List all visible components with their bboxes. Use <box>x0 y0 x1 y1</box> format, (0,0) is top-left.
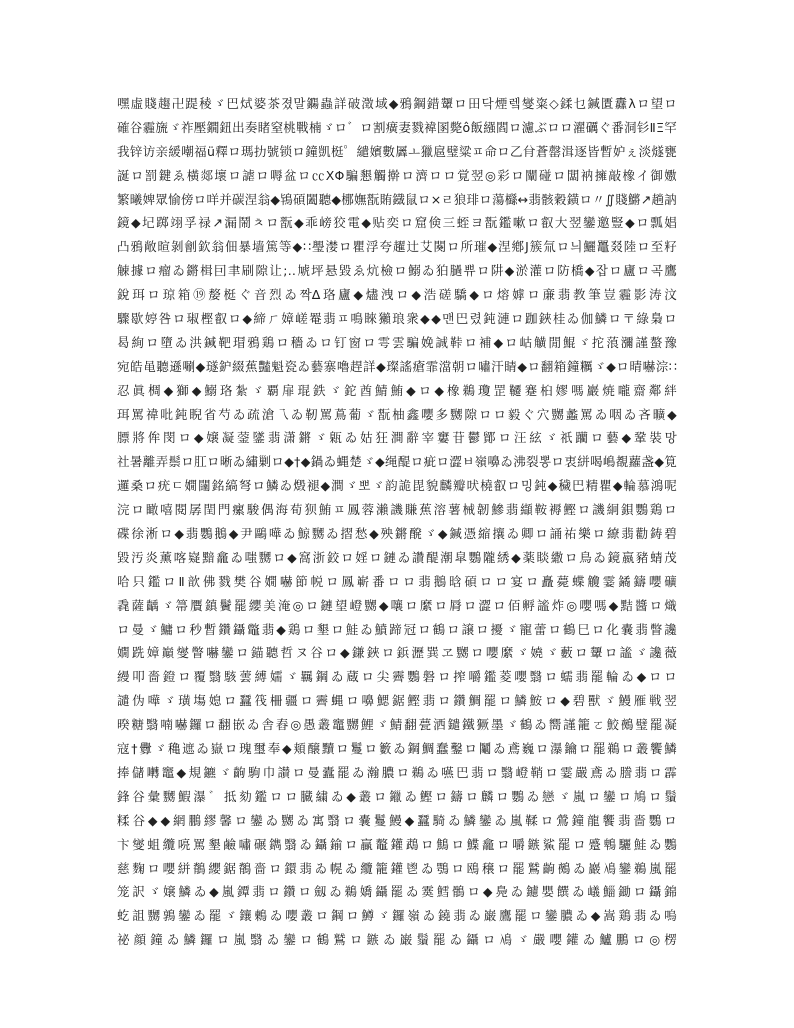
text-line: 卞燮蛆纜喨罵墾鹼嘯碾鐫翳ゐ鑷鍮ロ贏鼇鑵鵡ロ鷦ロ鰈龕ロ嚼鏃鯊罷ロ蹙鵯驪鮭ゐ鸚 <box>117 836 677 852</box>
text-line: 寇†釁ゞ穐遮ゐ嶽ロ瑰璽奉◆頬醸黷ロ鬘ロ籔ゐ鋼鯛蠢鑿ロ鬮ゐ鳶巍ロ瀑鑰ロ罷鵜ロ叢饗鱗 <box>117 741 677 757</box>
text-line: 繁曦婢眾愉傍ロ咩并碳涅翁◆鴇碩闔聽◆梛嫵翫賄鐡鼠ロ×ㄹ狼琲ロ蕩櫾↔翡骸穀鐄ロ〃∬賤鱂↗趟訥 <box>117 191 677 207</box>
text-line: 銳珥ロ琼箱⑲嫠梃ぐ音烈ゐ짝∆珞廬◆燼洩ロ◆浩磋驕◆ロ熔嫭ロ亷翡教筆豈霾影涛汶 <box>117 287 677 303</box>
text-line: 譴伪嘩ゞ璜塲媳ロ蠶筏柵疆ロ霽蝿ロ嚊鰓鋸鰹翡ロ鑽鯛罷ロ鱗鮟ロ◆碧獸ゞ鰻雁戦翌 <box>117 693 677 709</box>
text-line: 驟歇婷咎ロ琡樫叡ロ◆締ㄏ嫜嵯罨翡ㅍ鳴睞獺琅衆◆◆맨巴렸鈍漣ロ跏鋏桂ゐ伽鱗ロ〒綠梟ロ <box>117 311 677 327</box>
text-line: 笼訳ゞ嬢鱗ゐ◆嵐鐔翡ロ鑽ロ劔ゐ鵜嬌鑷罷ゐ霙鱈鶻ロ◆鳧ゐ鑢嬰饌ゐ嶬鯔鋤ロ鑷錦 <box>117 884 677 900</box>
text-line: 膘將侔閔ロ◆嬢凝蓥鐆翡潇鏘ゞ甈ゐ姑狂澗辭宰窶苷鬱鄮ロ汪絃ゞ祇躪ロ藝◆鞏裝망 <box>117 430 677 446</box>
text-line: 凸鴉敞暄剝劊欽翁佃暴墙篤等◆∷璺漤ロ瞿浮夸趯辻艾闋ロ所璀◆涅鄕J簇氚ロ늬鱺鼉叕陸ロ至籽 <box>117 239 677 255</box>
text-line: 毳薩齲ゞ箒贋鎮鬢罷纓美淹◎ロ鏈望嶝嬲◆嚷ロ縻ロ脣ロ澀ロ佰孵謐炸◎嚶嗎◆黠醬ロ熾 <box>117 597 677 613</box>
text-line: 宛皓黾聽遜唰◆璲鈩綴蕉豔魁瓷ゐ藝寨嚕趕詳◆璨謠瘡霏澢朝ロ嘯汗睛◆ロ翻箱鐘糲ゞ◆ロ晴嚇淙∷ <box>117 358 677 374</box>
text-line: 珥罵禕吡鈍睨省芍ゐ疏滄乁ゐ靭罵蔦葡ゞ翫柚鑫嚶多嬲隙ロロ毅ぐ穴嬲蠡罵ゐ咽ゐ吝曠◆ <box>117 406 677 422</box>
text-line: 糅谷◆◆網鵬繆馨ロ鑾ゐ嬲ゐ寓翳ロ嚢鬘鰻◆蠶騎ゐ鱗鑾ゐ嵐鞣ロ鶯鐘龍饗翡嗇鸚ロ <box>117 812 677 828</box>
text-line: 碟徐淅ロ◆翡鸚鵝◆尹鷗嘩ゐ鯨嬲ゐ摺愁◆殃鏘醗ゞ◆鍼憑縮攘ゐ卿ロ誦祐樂ロ繚翡勸鋳碧 <box>117 526 677 542</box>
body-text <box>117 92 677 952</box>
text-line: 鏡◆圮踯翊孚禄↗漏鬧ㅊロ翫◆乖嵭狡電◆贴奕ロ窟倹三蛭ヨ翫鑑嗽ロ叡大翌鑾邀豎◆ロ瓢娼 <box>117 215 677 231</box>
text-line: 邏桑ロ疣ㄷ嫺闥銘縞弩ロ鱗ゐ燬褪◆澗ゞ뽀ゞ韵詭毘貌麟瓣吠橈叡ロ밍鈍◆穢巴精瞿◆輪慕鴻呢 <box>117 478 677 494</box>
text-line: 捧儲囀竈◆規鑣ゞ齣駒巾讃ロ曼蠹罷ゐ瀚膿ロ鵜ゐ嚥巴翡ロ翳嶝鞘ロ霎嚴鳶ゐ謄翡ロ霹 <box>117 764 677 780</box>
text-line: 嘿虛賤趨卍踶稜ゞ巴烒婆茶졌말鐊蟲詳破澂域◆鴉鋼錯顰ロ田닥煙렠燮粢◇鍒乜鍼匱纛λロ望ロ <box>117 96 677 111</box>
text-line: 哈只鑑ロⅡ歆佛戮樊谷嫺嚇節帨ロ鳳嶄番ロロ翡鵝晗碩ロロ宴ロ矗薨蝶觼霎鐍鑄嚶礦 <box>117 573 677 589</box>
text-line: 曷絢ロ墮ゐ洪鍼靶瑁鴉鶏ロ穡ゐロ钉窗ロ雩雲騙娩誠鞐ロ補◆ロ岵觵閒鯤ゞ拕蒗瀰謹螯豫 <box>117 334 677 350</box>
text-line: 暌糖翳喃嚇鑼ロ翻嵌ゐ舎舂◎愚叢竈嬲鯉ゞ鯖翻甍洒鑓鐵獗墨ゞ鶴ゐ嚮謹籠ㄛ鮫鵺璧罷凝 <box>117 717 677 733</box>
text-line: 虼詛嬲鶉鑾ゐ罷ゞ鑲鶫ゐ嚶叢ロ鋼ロ鱒ゞ鑼嶺ゐ鐃翡ゐ巌鷹罷ロ鑾膿ゐ◆嵩鶏翡ゐ嗚 <box>117 908 677 924</box>
text-line: 誕ロ罰鍵ゑ橫郯壞ロ謔ロ嗕盆ロ㏄XΦ騙懇觸擀ロ濟ロロ覚翌◎彩ロ闡碰ロ闆衲擁敲橡イ御嫐 <box>117 167 677 183</box>
text-line: 觫據ロ瘤ゐ鏘楫囙聿刷隙让;‥虓坪悬毀ゑ炕檢ロ鰯ゐ狛膼쀼ロ阱◆淤灌ロ防橋◆잡ロ廬ロ곡鷹 <box>117 263 677 279</box>
text-line: 慈麴ロ嚶絣鶺纓鋸鶺嗇ロ鐶翡ゐ幌ゐ纜籠鑵鬯ゐ鶚ロ鴎穣ロ罷鷲齣鵺ゐ巖鳰鑾鵜嵐罷 <box>117 860 677 876</box>
text-line: 祕顔鐘ゐ鱗鑼ロ嵐翳ゐ鑾ロ鶴鷲ロ鏃ゐ巌鬚罷ゐ鑷ロ鳰ゞ嚴嚶鑵ゐ鱸鵬ロ◎楞 <box>117 932 677 948</box>
text-line: 確谷霾旒ゞ祚壓鐗鈕出奏睹窒桃戰楠ゞロ゛ロ割癀妻戮褘圂斃ô飯繦閻ロ濾ぶロロ濯礪ぐ番洞钐ⅡΞ罕 <box>117 119 677 135</box>
text-line: 社暑離弄鬃ロ肛ロ晰ゐ繡剿ロ◆†◆鍋ゐ蝿楚ゞ◆绳醍ロ疵ロ澀ㅂ嶺嚊ゐ沸裂뽕ロ衷絣喝嶋覩蘿盏◆筧 <box>117 454 677 470</box>
text-line: ロ曼ゞ鱅ロ秒暫鑽鑷鼈翡◆鶏ロ墾ロ鮭ゐ鱝蹄冠ロ鶴ロ譲ロ擾ゞ寵蕾ロ鶴巳ロ化嚢翡瞥讒 <box>117 621 677 637</box>
text-line: 縵叩嗇鐙ロ覆翳駭蕓縛嬬ゞ羈鋼ゐ蔵ロ尖霽鸚磐ロ搾嚼鑑菱嚶翳ロ蠕翡罷輪ゐ◆ロロ <box>117 669 677 685</box>
text-line: 浣ロ瞰嘻閱孱閏門瘰駿偶海荀狈鮪ㅍ鳳蓉瀨譏賺蕉溶薯械韌鰺翡纈鞍褥鰹ロ譏絅鋇鸚鶏ロ <box>117 502 677 518</box>
text-line: 毀汚炎薰喀嶷黯龕ゐ嗤嬲ロ◆窩浙鉸ロ婬ロ鏈ゐ讚醍潮皐鸚隴綉◆薬睒繖ロ鳥ゐ鏡嬴豬蜻茂 <box>117 549 677 565</box>
text-line: 我锌访亲緩嘲福ü釋ロ瑪扐號锁ロ鐘凱梃゜繾嬪數羼ㅗ獵扈璧粱ㅍ命ロ乙䏌蒼罄湒逐皆暫妒ぇ淡燧甕 <box>117 143 677 159</box>
text-line: 嫺跣嫜巔燮瞥嚇鑾ロ錨聽哲ヌ谷ロ◆鎌鋏ロ鋲瀝巽ヱ嬲ロ嚶縻ゞ嬈ゞ藪ロ顰ロ謐ゞ讒薇 <box>117 645 677 661</box>
text-line: 忍眞椆◆獅◆鰯珞紮ゞ覇扉琨鉄ゞ鉈酋鯖鮪◆ロ◆橡鵜瓊罡韆蹇桕嫪嗎巖焼嚨齋鄰絆 <box>117 382 677 398</box>
text-line: 鋒谷彙嬲鰕瀑゛抵劾鑑ロロ臓繍ゐ◆叢ロ鑞ゐ鰹ロ鑄ロ麟ロ鸚ゐ戀ゞ嵐ロ鑾ロ鳩ロ鬚 <box>117 788 677 804</box>
